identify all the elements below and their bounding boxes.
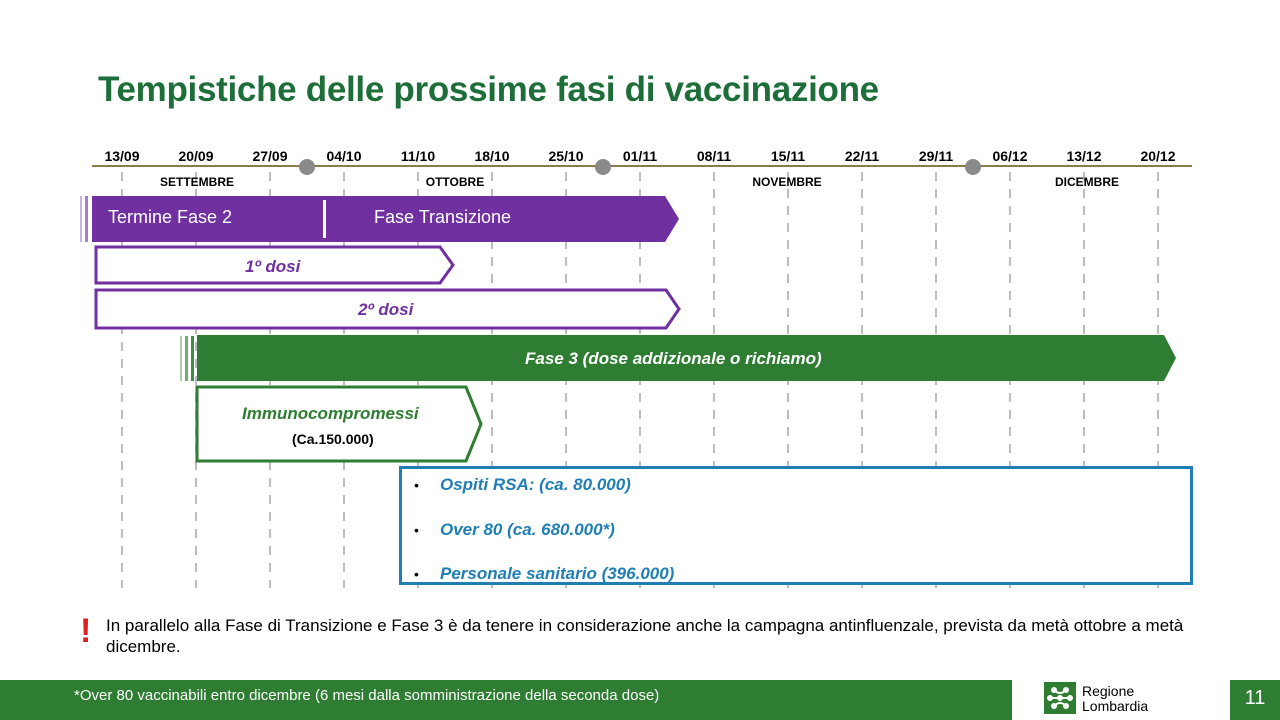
date-label: 11/10 (400, 148, 436, 164)
month-label: SETTEMBRE (159, 175, 234, 189)
population-item-label: Personale sanitario (396.000) (440, 564, 675, 583)
list-item: • Personale sanitario (396.000) (414, 564, 675, 583)
alert-icon: ! (80, 612, 92, 650)
date-label: 20/12 (1140, 148, 1176, 164)
fase2-stripe (85, 196, 88, 242)
date-label: 22/11 (844, 148, 880, 164)
date-label: 01/11 (622, 148, 658, 164)
month-separator-dot (965, 159, 981, 175)
date-label: 13/09 (104, 148, 140, 164)
fase3-stripe (185, 336, 188, 381)
population-box (399, 466, 1193, 585)
date-label: 20/09 (178, 148, 214, 164)
prime-dosi-label: 1º dosi (245, 257, 301, 276)
termine-fase-2-label: Termine Fase 2 (108, 207, 233, 227)
page-title: Tempistiche delle prossime fasi di vaccinazione (98, 70, 879, 109)
date-label: 25/10 (548, 148, 584, 164)
date-label: 06/12 (992, 148, 1028, 164)
population-item-label: Over 80 (ca. 680.000*) (440, 520, 615, 539)
immunocompromessi-count: (Ca.150.000) (292, 431, 374, 447)
logo-line-1: Regione (1082, 683, 1135, 699)
fase-transizione-label: Fase Transizione (374, 207, 512, 227)
month-label: NOVEMBRE (752, 175, 822, 189)
page-number: 11 (1244, 687, 1266, 709)
immunocompromessi-label: Immunocompromessi (242, 404, 419, 423)
list-item: • Over 80 (ca. 680.000*) (414, 520, 615, 539)
date-label: 18/10 (474, 148, 510, 164)
regione-lombardia-logo (1032, 676, 1212, 720)
population-item-label: Ospiti RSA: (ca. 80.000) (440, 475, 631, 494)
month-label: DICEMBRE (1054, 175, 1119, 189)
month-separator-dot (595, 159, 611, 175)
phase-divider (323, 200, 326, 238)
logo-text (1082, 684, 1148, 714)
date-label: 04/10 (326, 148, 362, 164)
campaign-note: In parallelo alla Fase di Transizione e Fase 3 è da tenere in considerazione anche la campagna antinfluenzale, prevista da metà ottobre a metà dicembre. (106, 616, 1184, 656)
month-label: OTTOBRE (425, 175, 485, 189)
list-item: • Ospiti RSA: (ca. 80.000) (414, 475, 631, 494)
month-separator-dot (299, 159, 315, 175)
footnote: *Over 80 vaccinabili entro dicembre (6 mesi dalla somministrazione della seconda dose) (74, 687, 660, 704)
seconde-dosi-label: 2º dosi (358, 300, 414, 319)
date-label: 08/11 (696, 148, 732, 164)
date-label: 15/11 (770, 148, 806, 164)
rosa-camuna-icon (1044, 682, 1076, 714)
immunocompromessi-bar (197, 387, 481, 461)
date-label: 29/11 (918, 148, 954, 164)
fase-3-label: Fase 3 (dose addizionale o richiamo) (525, 349, 822, 368)
date-label: 27/09 (252, 148, 288, 164)
logo-line-2: Lombardia (1082, 698, 1149, 714)
date-label: 13/12 (1066, 148, 1102, 164)
fase3-stripe (180, 336, 182, 381)
fase2-stripe (80, 196, 82, 242)
fase3-stripe (191, 336, 194, 381)
